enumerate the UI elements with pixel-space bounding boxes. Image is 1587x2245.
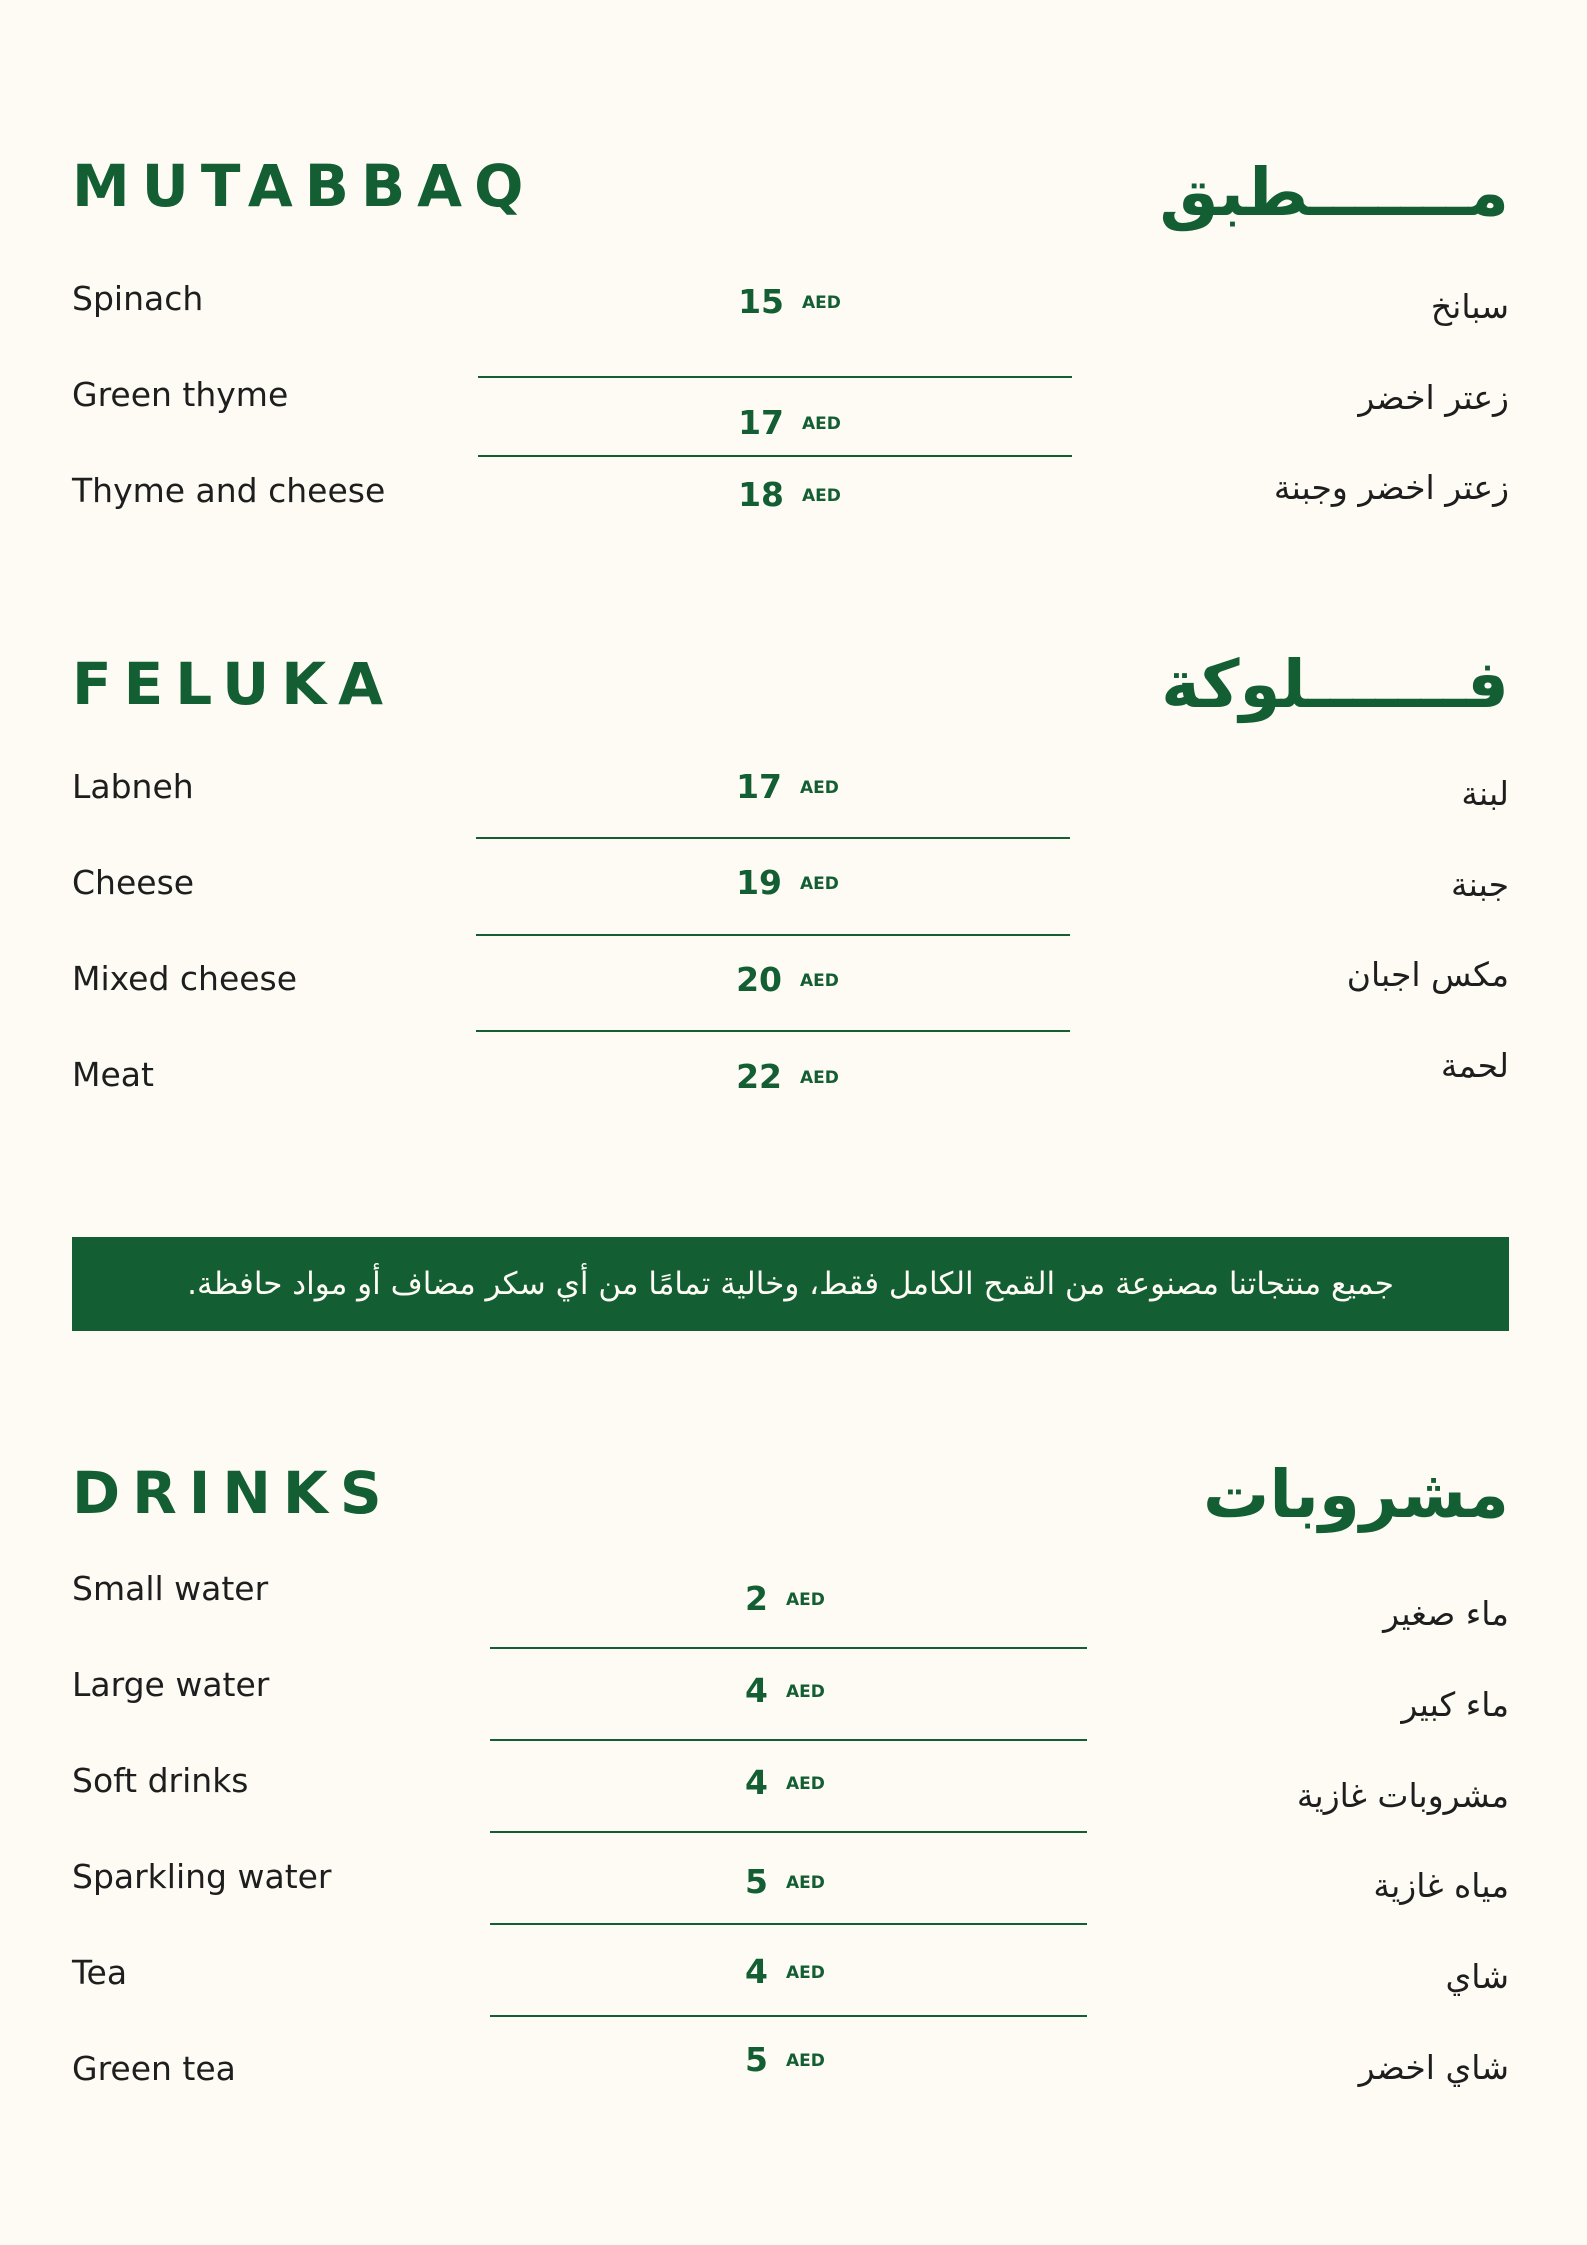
- currency-label: AED: [802, 414, 841, 434]
- menu-item-name-arabic: لحمة: [1440, 1046, 1509, 1085]
- menu-item-price: [726, 863, 839, 902]
- currency-label: AED: [786, 1873, 825, 1893]
- divider: [476, 934, 1070, 936]
- menu-item-name-arabic: ماء كبير: [1401, 1685, 1509, 1724]
- divider: [490, 1831, 1087, 1833]
- menu-item-name-arabic: جبنة: [1450, 865, 1509, 904]
- divider: [490, 2015, 1087, 2017]
- menu-item-price: [728, 282, 841, 321]
- menu-item-name: Cheese: [72, 863, 195, 902]
- divider: [490, 1923, 1087, 1925]
- menu-item-price: [712, 1862, 825, 1901]
- menu-item-name-arabic: لبنة: [1461, 774, 1509, 813]
- menu-item-name: Thyme and cheese: [72, 471, 386, 510]
- section-title-feluka: FELUKA: [72, 650, 396, 718]
- price-value: 22: [736, 1057, 782, 1096]
- notice-banner: [72, 1237, 1509, 1331]
- currency-label: AED: [786, 2051, 825, 2071]
- menu-item-price: [726, 960, 839, 999]
- price-value: 5: [745, 1862, 768, 1901]
- menu-item-name-arabic: مكس اجبان: [1346, 955, 1509, 994]
- price-value: 4: [745, 1952, 768, 1991]
- price-value: 15: [738, 282, 784, 321]
- menu-item-price: [712, 1671, 825, 1710]
- divider: [478, 376, 1072, 378]
- menu-item-price: [712, 1763, 825, 1802]
- divider: [490, 1739, 1087, 1741]
- price-value: 18: [738, 475, 784, 514]
- menu-item-name-arabic: شاي اخضر: [1358, 2048, 1509, 2087]
- section-title-feluka-arabic: فـــــــلوكة: [1161, 646, 1509, 723]
- menu-item-name: Small water: [72, 1569, 269, 1608]
- menu-item-name-arabic: شاي: [1445, 1957, 1509, 1996]
- menu-item-price: [712, 1579, 825, 1618]
- divider: [490, 1647, 1087, 1649]
- currency-label: AED: [786, 1774, 825, 1794]
- currency-label: AED: [802, 486, 841, 506]
- price-value: 5: [745, 2040, 768, 2079]
- currency-label: AED: [800, 971, 839, 991]
- section-title-drinks: DRINKS: [72, 1459, 394, 1527]
- currency-label: AED: [786, 1682, 825, 1702]
- menu-item-price: [712, 1952, 825, 1991]
- notice-text: جميع منتجاتنا مصنوعة من القمح الكامل فقط، وخالية تمامًا من أي سكر مضاف أو مواد حافظة.: [187, 1266, 1394, 1302]
- menu-item-name: Green thyme: [72, 375, 289, 414]
- menu-item-name: Labneh: [72, 767, 194, 806]
- price-value: 17: [736, 767, 782, 806]
- menu-item-price: [726, 767, 839, 806]
- price-value: 20: [736, 960, 782, 999]
- currency-label: AED: [786, 1590, 825, 1610]
- currency-label: AED: [802, 293, 841, 313]
- menu-item-price: [726, 1057, 839, 1096]
- menu-item-name-arabic: زعتر اخضر وجبنة: [1273, 468, 1509, 507]
- price-value: 17: [738, 403, 784, 442]
- price-value: 4: [745, 1671, 768, 1710]
- menu-item-name-arabic: مياه غازية: [1373, 1866, 1509, 1905]
- menu-item-name: Meat: [72, 1055, 154, 1094]
- menu-item-name: Spinach: [72, 279, 204, 318]
- menu-item-price: [728, 403, 841, 442]
- menu-item-price: [728, 475, 841, 514]
- currency-label: AED: [800, 1068, 839, 1088]
- price-value: 19: [736, 863, 782, 902]
- currency-label: AED: [800, 778, 839, 798]
- section-title-mutabbaq: MUTABBAQ: [72, 152, 536, 220]
- menu-item-name-arabic: ماء صغير: [1383, 1594, 1509, 1633]
- section-title-mutabbaq-arabic: مـــــــطبق: [1159, 154, 1509, 231]
- price-value: 2: [745, 1579, 768, 1618]
- menu-item-name: Soft drinks: [72, 1761, 249, 1800]
- price-value: 4: [745, 1763, 768, 1802]
- divider: [476, 1030, 1070, 1032]
- menu-item-name: Large water: [72, 1665, 270, 1704]
- menu-item-name-arabic: زعتر اخضر: [1358, 378, 1509, 417]
- divider: [478, 455, 1072, 457]
- menu-item-name: Green tea: [72, 2049, 236, 2088]
- menu-item-name-arabic: سبانخ: [1430, 287, 1509, 326]
- menu-item-price: [712, 2040, 825, 2079]
- menu-item-name: Sparkling water: [72, 1857, 332, 1896]
- divider: [476, 837, 1070, 839]
- menu-item-name: Mixed cheese: [72, 959, 298, 998]
- currency-label: AED: [786, 1963, 825, 1983]
- section-title-drinks-arabic: مشروبات: [1203, 1456, 1509, 1533]
- currency-label: AED: [800, 874, 839, 894]
- menu-item-name-arabic: مشروبات غازية: [1296, 1776, 1509, 1815]
- menu-item-name: Tea: [72, 1953, 128, 1992]
